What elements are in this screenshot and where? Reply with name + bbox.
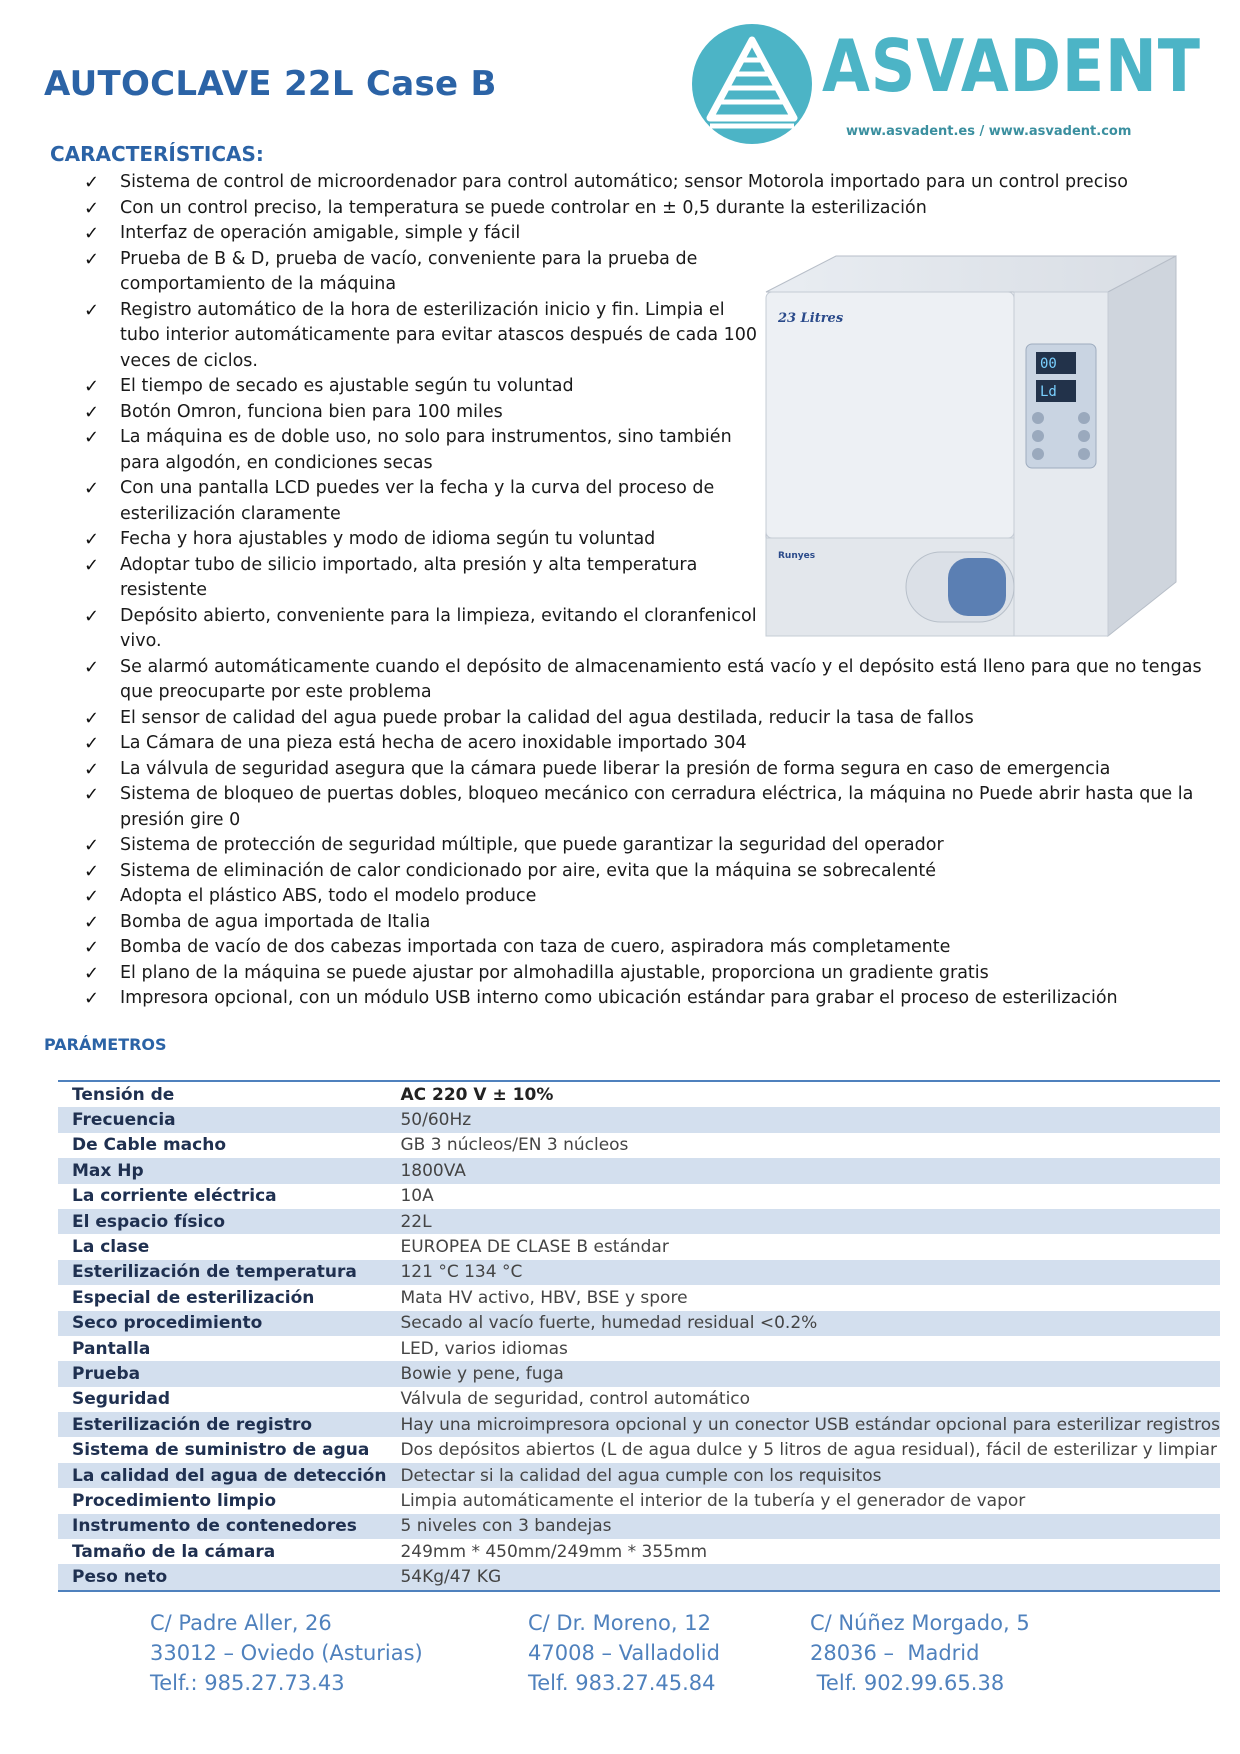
- address-city: 47008 – Valladolid: [528, 1641, 720, 1665]
- table-row: Especial de esterilización Mata HV activo, HBV, BSE y spore: [72, 1287, 688, 1308]
- check-icon: ✓: [84, 835, 100, 856]
- feature-item: ✓ Adopta el plástico ABS, todo el modelo produce: [84, 884, 1204, 910]
- feature-item: ✓ Sistema de eliminación de calor condicionado por aire, evita que la máquina se sobrecalenté: [84, 859, 1204, 885]
- address-madrid: [810, 1608, 1030, 1698]
- feature-item: ✓ El sensor de calidad del agua puede probar la calidad del agua destilada, reducir la tasa de fallos: [84, 706, 1204, 732]
- params-heading: PARÁMETROS: [44, 1035, 167, 1054]
- table-row: Instrumento de contenedores 5 niveles con 3 bandejas: [58, 1514, 1220, 1539]
- table-row: Seco procedimiento Secado al vacío fuerte, humedad residual <0.2%: [58, 1311, 1220, 1336]
- feature-item: ✓ Depósito abierto, conveniente para la limpieza, evitando el cloranfenicol vivo.: [84, 605, 757, 651]
- address-oviedo: [150, 1608, 423, 1698]
- feature-item: ✓ Bomba de agua importada de Italia: [84, 910, 1204, 936]
- feature-item: ✓ Interfaz de operación amigable, simple y fácil: [84, 221, 1204, 247]
- feature-item: ✓ La Cámara de una pieza está hecha de acero inoxidable importado 304: [84, 731, 1204, 757]
- table-row: Max Hp 1800VA: [58, 1158, 1220, 1183]
- address-street: C/ Núñez Morgado, 5: [810, 1611, 1030, 1635]
- check-icon: ✓: [84, 478, 100, 499]
- check-icon: ✓: [84, 554, 100, 576]
- check-icon: ✓: [84, 707, 100, 729]
- check-icon: ✓: [84, 529, 100, 550]
- asvadent-logo: [690, 22, 1201, 146]
- address-phone: Telf.: 985.27.73.43: [150, 1671, 345, 1695]
- check-icon: ✓: [84, 401, 100, 423]
- feature-item: ✓ Sistema de bloqueo de puertas dobles, bloqueo mecánico con cerradura eléctrica, la máquina no Puede abrir hasta que la presión gire 0: [84, 784, 1194, 830]
- table-row: De Cable macho GB 3 núcleos/EN 3 núcleos: [72, 1135, 629, 1156]
- address-valladolid: [528, 1608, 720, 1698]
- svg-text:Runyes: Runyes: [778, 551, 816, 561]
- check-icon: ✓: [84, 988, 100, 1009]
- check-icon: ✓: [84, 223, 100, 244]
- svg-text:00: 00: [1040, 356, 1057, 372]
- address-city: 33012 – Oviedo (Asturias): [150, 1641, 423, 1665]
- check-icon: ✓: [84, 172, 100, 193]
- address-phone: Telf. 983.27.45.84: [528, 1671, 716, 1695]
- feature-item: ✓ El tiempo de secado es ajustable según tu voluntad: [84, 374, 760, 400]
- feature-item: ✓ Con un control preciso, la temperatura se puede controlar en ± 0,5 durante la esterilización: [84, 196, 1204, 222]
- check-icon: ✓: [84, 299, 100, 321]
- feature-item: ✓ Fecha y hora ajustables y modo de idioma según tu voluntad: [84, 527, 760, 553]
- feature-item: ✓ Se alarmó automáticamente cuando el depósito de almacenamiento está vacío y el depósito está lleno para que no tengas que preocuparte por este problema: [84, 656, 1202, 702]
- check-icon: ✓: [84, 937, 100, 958]
- table-row: Frecuencia 50/60Hz: [58, 1107, 1220, 1132]
- check-icon: ✓: [84, 605, 100, 627]
- address-street: C/ Dr. Moreno, 12: [528, 1611, 711, 1635]
- address-city: 28036 – Madrid: [810, 1641, 980, 1665]
- table-row: La corriente eléctrica 10A: [72, 1186, 434, 1207]
- table-row: La clase EUROPEA DE CLASE B estándar: [72, 1237, 669, 1258]
- check-icon: ✓: [84, 248, 100, 270]
- table-row: Sistema de suministro de agua Dos depósitos abiertos (L de agua dulce y 5 litros de agua residual), fácil de esterilizar y limpiar: [72, 1440, 1218, 1461]
- check-icon: ✓: [84, 911, 100, 933]
- feature-item: ✓ La válvula de seguridad asegura que la cámara puede liberar la presión de forma segura en caso de emergencia: [84, 757, 1204, 783]
- svg-text:Ld: Ld: [1040, 384, 1057, 400]
- feature-item: ✓ El plano de la máquina se puede ajustar por almohadilla ajustable, proporciona un gradiente gratis: [84, 961, 1204, 987]
- params-table: [58, 1080, 1220, 1592]
- check-icon: ✓: [84, 427, 100, 448]
- table-row: Procedimiento limpio Limpia automáticamente el interior de la tubería y el generador de vapor: [72, 1490, 1026, 1511]
- feature-item: ✓ Con una pantalla LCD puedes ver la fecha y la curva del proceso de esterilización claramente: [84, 478, 715, 524]
- table-row: Esterilización de temperatura 121 °C 134 °C: [58, 1260, 1220, 1285]
- asvadent-emblem-icon: [690, 22, 814, 146]
- table-row: Seguridad Válvula de seguridad, control automático: [72, 1389, 751, 1410]
- logo-url: www.asvadent.es / www.asvadent.com: [846, 124, 1132, 139]
- feature-item: ✓ Bomba de vacío de dos cabezas importada con taza de cuero, aspiradora más completamente: [84, 935, 1204, 961]
- check-icon: ✓: [84, 860, 100, 882]
- table-row: Pantalla LED, varios idiomas: [72, 1338, 568, 1359]
- table-row: Tamaño de la cámara 249mm * 450mm/249mm * 355mm: [72, 1541, 708, 1562]
- table-row: Esterilización de registro Hay una microimpresora opcional y un conector USB estándar opcional para esterilizar registros: [58, 1412, 1220, 1437]
- feature-item: ✓ Adoptar tubo de silicio importado, alta presión y alta temperatura resistente: [84, 554, 698, 600]
- table-row: El espacio físico 22L: [58, 1209, 1220, 1234]
- svg-text:23 Litres: 23 Litres: [778, 311, 844, 326]
- feature-item: ✓ Sistema de control de microordenador para control automático; sensor Motorola importado para un control preciso: [84, 170, 1204, 196]
- page-title: AUTOCLAVE 22L Case B: [44, 64, 497, 104]
- table-row: Prueba Bowie y pene, fuga: [58, 1361, 1220, 1386]
- feature-item: ✓ Registro automático de la hora de esterilización inicio y fin. Limpia el tubo interior automáticamente para evitar atascos después de cada 100 veces de ciclos.: [84, 299, 758, 371]
- check-icon: ✓: [84, 784, 100, 805]
- check-icon: ✓: [84, 733, 100, 754]
- feature-item: ✓ Impresora opcional, con un módulo USB interno como ubicación estándar para grabar el proceso de esterilización: [84, 986, 1204, 1012]
- check-icon: ✓: [84, 197, 100, 219]
- table-row: Tensión de AC 220 V ± 10%: [72, 1084, 554, 1105]
- table-row: La calidad del agua de detección Detectar si la calidad del agua cumple con los requisitos: [58, 1463, 1220, 1488]
- feature-item: ✓ La máquina es de doble uso, no solo para instrumentos, sino también para algodón, en condiciones secas: [84, 427, 732, 473]
- feature-item: ✓ Botón Omron, funciona bien para 100 miles: [84, 400, 760, 426]
- logo-wordmark: ASVADENT: [822, 24, 1201, 108]
- check-icon: ✓: [84, 962, 100, 984]
- table-row: Peso neto 54Kg/47 KG: [58, 1564, 1220, 1590]
- autoclave-product-image: [756, 252, 1186, 648]
- address-street: C/ Padre Aller, 26: [150, 1611, 332, 1635]
- check-icon: ✓: [84, 656, 100, 678]
- features-heading: CARACTERÍSTICAS:: [50, 142, 264, 166]
- address-phone: Telf. 902.99.65.38: [810, 1671, 1005, 1695]
- check-icon: ✓: [84, 376, 100, 397]
- check-icon: ✓: [84, 886, 100, 907]
- feature-item: ✓ Prueba de B & D, prueba de vacío, conveniente para la prueba de comportamiento de la máquina: [84, 248, 698, 294]
- feature-item: ✓ Sistema de protección de seguridad múltiple, que puede garantizar la seguridad del operador: [84, 833, 1204, 859]
- check-icon: ✓: [84, 758, 100, 780]
